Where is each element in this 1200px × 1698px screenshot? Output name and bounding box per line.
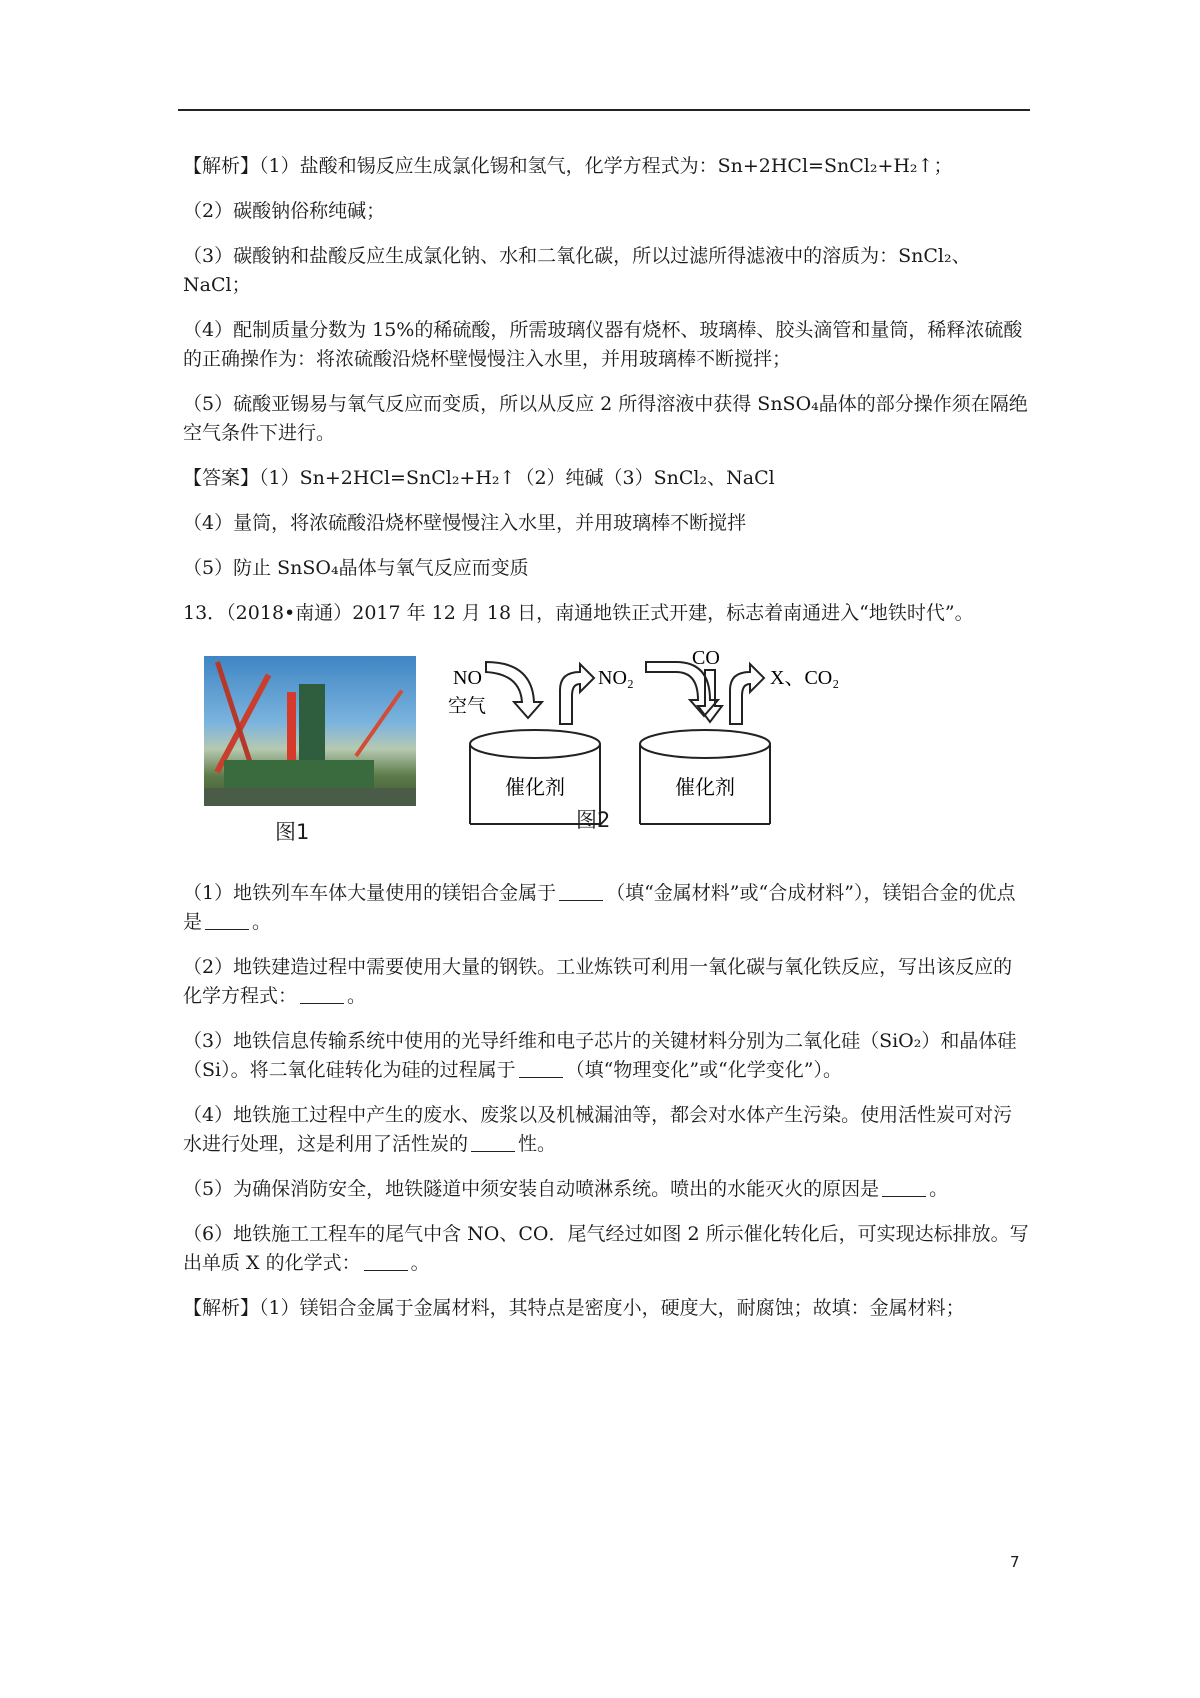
catalyst-label-1: 催化剂 [505,775,565,799]
question-13-4: （4）地铁施工过程中产生的废水、废浆以及机械漏油等，都会对水体产生污染。使用活性炭可对污水进行处理，这是利用了活性炭的 性。 [183,1104,1013,1155]
co-label: CO [692,647,720,669]
answer-line-1: 【答案】（1）Sn+2HCl=SnCl₂+H₂↑（2）纯碱（3）SnCl₂、NaCl [183,467,775,489]
figure-2-caption: 图2 [576,808,611,832]
answer-blank[interactable] [300,985,344,1004]
answer-blank[interactable] [364,1252,408,1271]
answer-blank[interactable] [519,1059,563,1078]
question-13-5: （5）为确保消防安全，地铁隧道中须安装自动喷淋系统。喷出的水能灭火的原因是 。 [183,1178,949,1200]
subway-construction-photo [204,656,416,806]
answer-blank[interactable] [471,1133,515,1152]
analysis-3: （3）碳酸钠和盐酸反应生成氯化钠、水和二氧化碳，所以过滤所得滤液中的溶质为：SnCl₂、NaCl； [183,245,971,296]
answer-line-3: （5）防止 SnSO₄晶体与氧气反应而变质 [183,557,529,579]
analysis-1: 【解析】（1）盐酸和锡反应生成氯化锡和氢气，化学方程式为：Sn+2HCl=SnCl₂+H₂↑； [183,155,953,177]
header-rule [178,109,1030,111]
x-co2-label: X、CO₂ [770,667,840,689]
figure-1-caption: 图1 [275,820,310,844]
analysis-2: （2）碳酸钠俗称纯碱； [183,200,386,222]
answer-line-2: （4）量筒，将浓硫酸沿烧杯壁慢慢注入水里，并用玻璃棒不断搅拌 [183,512,747,534]
figure-row [183,644,1031,859]
question-13-6: （6）地铁施工工程车的尾气中含 NO、CO．尾气经过如图 2 所示催化转化后，可实现达标排放。写出单质 X 的化学式： 。 [183,1223,1029,1274]
catalyst-label-2: 催化剂 [675,775,735,799]
question-13-stem: 13．（2018•南通）2017 年 12 月 18 日，南通地铁正式开建，标志着南通进入“地铁时代”。 [183,602,974,624]
output-arrow-2 [730,664,764,724]
question-13-2: （2）地铁建造过程中需要使用大量的钢铁。工业炼铁可利用一氧化碳与氧化铁反应，写出该反应的化学方程式： 。 [183,956,1013,1007]
answer-blank[interactable] [559,882,603,901]
input-arrow-1 [486,662,542,718]
analysis-4: （4）配制质量分数为 15%的稀硫酸，所需玻璃仪器有烧杯、玻璃棒、胶头滴管和量筒，稀释浓硫酸的正确操作为：将浓硫酸沿烧杯壁慢慢注入水里，并用玻璃棒不断搅拌； [183,319,1023,370]
page-number: 7 [1010,1553,1020,1571]
document-body [183,152,1031,1339]
no-label: NO [453,667,482,689]
air-label: 空气 [448,695,487,717]
question-13-3: （3）地铁信息传输系统中使用的光导纤维和电子芯片的关键材料分别为二氧化硅（SiO₂）和晶体硅（Si）。将二氧化硅转化为硅的过程属于 （填“物理变化”或“化学变化”）。 [183,1030,1017,1081]
output-arrow-1 [560,664,594,724]
analysis-5: （5）硫酸亚锡易与氧气反应而变质，所以从反应 2 所得溶液中获得 SnSO₄晶体的部分操作须在隔绝空气条件下进行。 [183,393,1028,444]
answer-blank[interactable] [205,911,249,930]
analysis-13-1: 【解析】（1）镁铝合金属于金属材料，其特点是密度小，硬度大，耐腐蚀；故填：金属材料； [183,1297,965,1319]
answer-blank[interactable] [882,1178,926,1197]
question-13-1: （1）地铁列车车体大量使用的镁铝合金属于 （填“金属材料”或“合成材料”），镁铝合金的优点是 。 [183,882,1016,933]
catalyst-cylinder-2 [640,730,770,824]
catalytic-converter-diagram [448,644,868,854]
no2-label: NO₂ [598,667,634,689]
